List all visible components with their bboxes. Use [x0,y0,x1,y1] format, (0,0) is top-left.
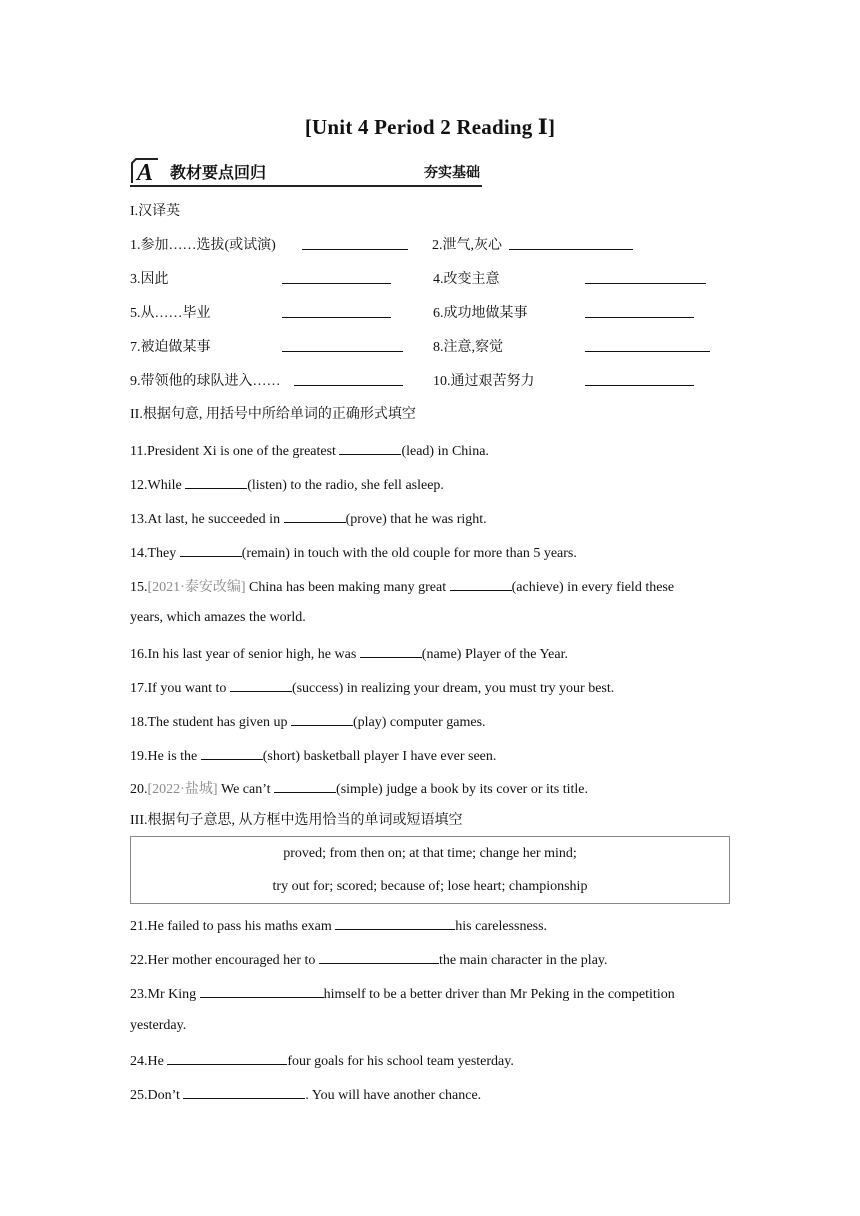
question-21: 21.He failed to pass his maths exam his carelessness. [130,915,547,936]
question-12: 12.While (listen) to the radio, she fell asleep. [130,474,444,495]
answer-blank-10[interactable] [585,371,694,386]
word-bank-box [130,836,730,904]
answer-blank-16[interactable] [360,643,422,658]
part2-heading: II.根据句意, 用括号中所给单词的正确形式填空 [130,407,416,422]
page-title: [Unit 4 Period 2 Reading Ⅰ] [304,115,556,139]
answer-blank-12[interactable] [185,474,247,489]
answer-blank-24[interactable] [167,1050,287,1065]
svg-text:A: A [136,160,154,185]
question-15: 15.[2021·泰安改编] China has been making many great (achieve) in every field these [130,576,674,597]
question-24: 24.He four goals for his school team yesterday. [130,1050,514,1071]
section-subtitle: 夯实基础 [424,165,480,181]
answer-blank-22[interactable] [319,949,439,964]
answer-blank-1[interactable] [302,235,408,250]
answer-blank-20[interactable] [274,778,336,793]
answer-blank-23[interactable] [200,983,324,998]
answer-blank-13[interactable] [284,508,346,523]
part1-item-10: 10.通过艰苦努力 [433,374,535,389]
question-17: 17.If you want to (success) in realizing your dream, you must try your best. [130,677,614,698]
question-14: 14.They (remain) in touch with the old couple for more than 5 years. [130,542,577,563]
part3-heading: III.根据句子意思, 从方框中选用恰当的单词或短语填空 [130,813,463,828]
question-11: 11.President Xi is one of the greatest (lead) in China. [130,440,489,461]
question-15-continued: years, which amazes the world. [130,610,306,625]
answer-blank-6[interactable] [585,303,694,318]
question-23-continued: yesterday. [130,1018,187,1033]
question-13: 13.At last, he succeeded in (prove) that he was right. [130,508,487,529]
question-25: 25.Don’t . You will have another chance. [130,1084,481,1105]
word-bank-line-2: try out for; scored; because of; lose heart; championship [272,879,588,894]
part1-item-3: 3.因此 [130,272,169,287]
part1-item-9: 9.带领他的球队进入…… [130,374,281,389]
answer-blank-25[interactable] [183,1084,305,1099]
answer-blank-5[interactable] [282,303,391,318]
word-bank-line-1: proved; from then on; at that time; change her mind; [283,846,577,861]
section-title: 教材要点回归 [170,163,267,182]
part1-heading: I.汉译英 [130,204,181,219]
question-18: 18.The student has given up (play) computer games. [130,711,486,732]
banner-divider [130,185,482,187]
answer-blank-18[interactable] [291,711,353,726]
part1-item-4: 4.改变主意 [433,272,500,287]
answer-blank-15[interactable] [450,576,512,591]
answer-blank-3[interactable] [282,269,391,284]
answer-blank-8[interactable] [585,337,710,352]
answer-blank-14[interactable] [180,542,242,557]
question-19: 19.He is the (short) basketball player I have ever seen. [130,745,496,766]
answer-blank-19[interactable] [201,745,263,760]
part1-item-2: 2.泄气,灰心 [432,238,502,253]
answer-blank-2[interactable] [509,235,633,250]
answer-blank-21[interactable] [335,915,455,930]
question-22: 22.Her mother encouraged her to the main character in the play. [130,949,608,970]
section-banner [130,155,482,187]
part1-item-5: 5.从……毕业 [130,306,211,321]
answer-blank-9[interactable] [294,371,403,386]
part1-item-7: 7.被迫做某事 [130,340,211,355]
answer-blank-11[interactable] [339,440,401,455]
part1-item-1: 1.参加……选拔(或试演) [130,238,276,253]
section-a-logo-icon [130,157,160,185]
question-20: 20.[2022·盐城] We can’t (simple) judge a book by its cover or its title. [130,778,588,799]
part1-item-8: 8.注意,察觉 [433,340,503,355]
answer-blank-4[interactable] [585,269,706,284]
source-tag: [2021·泰安改编] [147,580,246,595]
part1-item-6: 6.成功地做某事 [433,306,528,321]
answer-blank-17[interactable] [230,677,292,692]
source-tag: [2022·盐城] [147,782,218,797]
question-16: 16.In his last year of senior high, he was (name) Player of the Year. [130,643,568,664]
question-23: 23.Mr King himself to be a better driver than Mr Peking in the competition [130,983,675,1004]
answer-blank-7[interactable] [282,337,403,352]
